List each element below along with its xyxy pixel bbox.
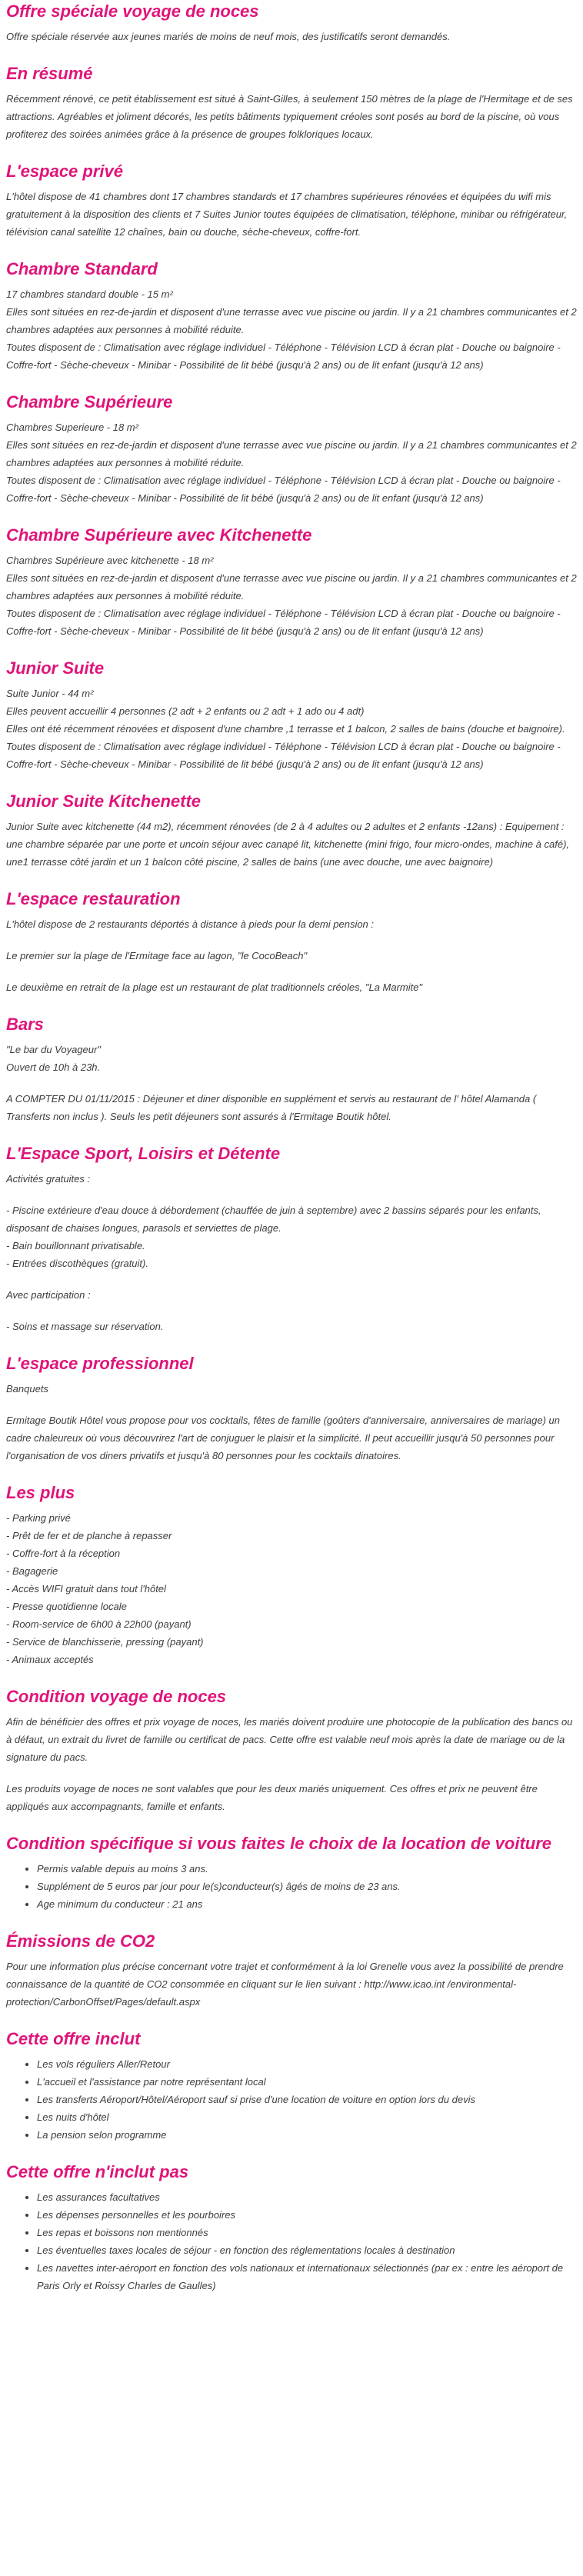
text-line: Récemment rénové, ce petit établissement est situé à Saint-Gilles, à seulement 150 mètres de la plage de l'Hermitage et de ses attractions. Agréables et joliment décorés, les petits bâtiments typiquement créoles sont posés au bord de la piscine, où vous profiterez des soirées animées grâce à la présence de groupes folkloriques locaux. [6, 93, 573, 140]
text-line: Toutes disposent de : Climatisation avec réglage individuel - Téléphone - Télévision LCD à écran plat - Douche ou baignoire - Coffre-fort - Sèche-cheveux - Minibar - Possibilité de lit bébé (jusqu'à 2 ans) ou de lit enfant (jusqu'à 12 ans) [6, 741, 561, 770]
section-professional [6, 1352, 577, 1465]
list-item: - Soins et massage sur réservation. [6, 1321, 164, 1332]
text-line: A COMPTER DU 01/11/2015 : Déjeuner et diner disponible en supplément et servis au restaurant de l' hôtel Alamanda ( Transferts non inclus ). Seuls les petit déjeuners sont assurés à l'Ermitage Boutik hôtel. [6, 1093, 537, 1122]
section-title: L'espace privé [6, 162, 123, 181]
section-title: Chambre Supérieure [6, 392, 173, 412]
spacer [6, 933, 577, 947]
section-co2 [6, 1930, 577, 2011]
section-title: Cette offre inclut [6, 2029, 141, 2048]
text-line: Chambres Supérieure avec kitchenette - 18 m² [6, 555, 214, 566]
section-junior-suite-kitchenette [6, 790, 577, 871]
text-line: Elles peuvent accueillir 4 personnes (2 adt + 2 enfants ou 2 adt + 1 ado ou 4 adt) [6, 705, 365, 717]
text-line: Activités gratuites : [6, 1173, 91, 1185]
section-title: Les plus [6, 1483, 75, 1502]
section-included [6, 2028, 577, 2144]
section-title: L'espace professionnel [6, 1354, 194, 1373]
list-item: - Piscine extérieure d'eau douce à débordement (chauffée de juin à septembre) avec 2 bassins séparés pour les enfants, disposant de chaises longues, parasols et serviettes de plage. [6, 1205, 541, 1234]
list-item: • Age minimum du conducteur : 21 ans [37, 1895, 577, 1913]
section-extras [6, 1481, 577, 1668]
section-superior-room [6, 391, 577, 507]
text-line: Offre spéciale réservée aux jeunes mariés de moins de neuf mois, des justificatifs seront demandés. [6, 31, 451, 42]
list-item: • Les dépenses personnelles et les pourboires [37, 2206, 577, 2224]
text-line: Banquets [6, 1383, 48, 1395]
list-item: - Bagagerie [6, 1565, 58, 1577]
text-line: Ermitage Boutik Hôtel vous propose pour vos cocktails, fêtes de famille (goûters d'anniversaire, anniversaires de mariage) un cadre chaleureux où vous découvrirez l'art de conjuguer le plaisir et la simplicité. Il peut accueillir jusqu'à 50 personnes pour l'organisation de vos diners privatifs et jusqu'à 80 personnes pour les cocktails dinatoires. [6, 1415, 561, 1461]
text-line: L'hôtel dispose de 2 restaurants déportés à distance à pieds pour la demi pension : [6, 918, 375, 930]
spacer [6, 1304, 577, 1318]
section-restaurants [6, 888, 577, 996]
text-line: Suite Junior - 44 m² [6, 688, 94, 699]
section-title: Chambre Standard [6, 259, 158, 278]
text-line: Toutes disposent de : Climatisation avec réglage individuel - Téléphone - Télévision LCD à écran plat - Douche ou baignoire - Coffre-fort - Sèche-cheveux - Minibar - Possibilité de lit bébé (jusqu'à 2 ans) ou de lit enfant (jusqu'à 12 ans) [6, 342, 561, 371]
section-title: L'espace restauration [6, 889, 181, 908]
text-line: Elles sont situées en rez-de-jardin et disposent d'une terrasse avec vue piscine ou jardin. Il y a 21 chambres communicantes et 2 chambres adaptées aux personnes à mobilité réduite. [6, 439, 577, 468]
section-title: Offre spéciale voyage de noces [6, 2, 259, 21]
bullet-list [6, 2055, 577, 2144]
list-item: • Supplément de 5 euros par jour pour le(s)conducteur(s) âgés de moins de 23 ans. [37, 1878, 577, 1895]
section-honeymoon-offer [6, 0, 577, 45]
section-private-space [6, 160, 577, 241]
text-line: Ouvert de 10h à 23h. [6, 1061, 101, 1073]
spacer [6, 1766, 577, 1780]
list-item: - Coffre-fort à la réception [6, 1548, 121, 1559]
text-line: Afin de bénéficier des offres et prix voyage de noces, les mariés doivent produire une photocopie de la publication des bancs ou à défaut, un extrait du livret de famille ou certificat de pacs. Cette offre est valable neuf mois après la date de mariage ou de la signature du pacs. [6, 1716, 573, 1763]
text-line: Toutes disposent de : Climatisation avec réglage individuel - Téléphone - Télévision LCD à écran plat - Douche ou baignoire - Coffre-fort - Sèche-cheveux - Minibar - Possibilité de lit bébé (jusqu'à 2 ans) ou de lit enfant (jusqu'à 12 ans) [6, 475, 561, 504]
text-line: Elles ont été récemment rénovées et disposent d'une chambre ,1 terrasse et 1 balcon, 2 salles de bains (douche et baignoire). [6, 723, 565, 735]
list-item: - Animaux acceptés [6, 1654, 94, 1665]
section-title: Chambre Supérieure avec Kitchenette [6, 525, 312, 545]
section-title: En résumé [6, 64, 93, 83]
text-line: Pour une information plus précise concernant votre trajet et conformément à la loi Grenelle vous avez la possibilité de prendre connaissance de la quantité de CO2 consommée en cliquant sur le lien suivant : http://www.icao.int /environmental-protection/CarbonOffset/Pages/default.aspx [6, 1961, 564, 2008]
list-item: • L'accueil et l'assistance par notre représentant local [37, 2073, 577, 2091]
section-title: Émissions de CO2 [6, 1931, 155, 1951]
text-line: Avec participation : [6, 1289, 91, 1301]
spacer [6, 1188, 577, 1201]
text-line: L'hôtel dispose de 41 chambres dont 17 chambres standards et 17 chambres supérieures rénovées et équipées du wifi mis gratuitement à la disposition des clients et 7 Suites Junior toutes équipées de climatisation, téléphone, minibar ou réfrigérateur, télévision canal satellite 12 chaînes, bain ou douche, sèche-cheveux, coffre-fort. [6, 191, 568, 238]
text-line: Chambres Superieure - 18 m² [6, 422, 138, 433]
section-title: Condition spécifique si vous faites le choix de la location de voiture [6, 1834, 552, 1853]
text-line: "Le bar du Voyageur" [6, 1044, 101, 1055]
list-item: - Accès WIFI gratuit dans tout l'hôtel [6, 1583, 166, 1595]
spacer [6, 1076, 577, 1090]
list-item: • Les transferts Aéroport/Hôtel/Aéroport sauf si prise d'une location de voiture en option lors du devis [37, 2091, 577, 2108]
text-line: Les produits voyage de noces ne sont valables que pour les deux mariés uniquement. Ces offres et prix ne peuvent être appliqués aux accompagnants, famille et enfants. [6, 1783, 538, 1812]
section-superior-kitchenette [6, 524, 577, 640]
section-title: Cette offre n'inclut pas [6, 2162, 189, 2181]
list-item: • Les éventuelles taxes locales de séjour - en fonction des réglementations locales à destination [37, 2241, 577, 2259]
list-item: - Prêt de fer et de planche à repasser [6, 1530, 172, 1541]
section-sport-leisure [6, 1142, 577, 1335]
list-item: • Les nuits d'hôtel [37, 2108, 577, 2126]
bullet-list [6, 1860, 577, 1913]
list-item: - Presse quotidienne locale [6, 1601, 127, 1612]
section-car-rental-conditions [6, 1832, 577, 1913]
section-title: Bars [6, 1015, 44, 1034]
spacer [6, 1272, 577, 1286]
spacer [6, 965, 577, 978]
section-bars [6, 1013, 577, 1125]
section-title: Condition voyage de noces [6, 1687, 227, 1706]
list-item: • La pension selon programme [37, 2126, 577, 2144]
list-item: - Entrées discothèques (gratuit). [6, 1258, 148, 1269]
list-item: • Les vols réguliers Aller/Retour [37, 2055, 577, 2073]
section-not-included [6, 2161, 577, 2294]
list-item: - Bain bouillonnant privatisable. [6, 1240, 145, 1251]
list-item: • Permis valable depuis au moins 3 ans. [37, 1860, 577, 1878]
text-line: Le premier sur la plage de l'Ermitage face au lagon, "le CocoBeach" [6, 950, 308, 961]
text-line: Elles sont situées en rez-de-jardin et disposent d'une terrasse avec vue piscine ou jardin. Il y a 21 chambres communicantes et 2 chambres adaptées aux personnes à mobilité réduite. [6, 306, 577, 335]
text-line: Le deuxième en retrait de la plage est un restaurant de plat traditionnels créoles, "La Marmite" [6, 981, 423, 993]
section-junior-suite [6, 657, 577, 773]
bullet-list [6, 2188, 577, 2294]
section-honeymoon-conditions [6, 1685, 577, 1815]
section-title: Junior Suite [6, 658, 105, 678]
list-item: - Room-service de 6h00 à 22h00 (payant) [6, 1618, 192, 1630]
list-item: - Parking privé [6, 1512, 71, 1524]
list-item: • Les assurances facultatives [37, 2188, 577, 2206]
text-line: Elles sont situées en rez-de-jardin et disposent d'une terrasse avec vue piscine ou jardin. Il y a 21 chambres communicantes et 2 chambres adaptées aux personnes à mobilité réduite. [6, 572, 577, 602]
spacer [6, 1398, 577, 1411]
text-line: Junior Suite avec kitchenette (44 m2), récemment rénovées (de 2 à 4 adultes ou 2 adultes et 2 enfants -12ans) : Equipement : une chambre séparée par une porte et uncoin séjour avec canapé lit, kitchenette (mini frigo, four micro-ondes, machine à café), une1 terrasse côté jardin et un 1 balcon côté piscine, 2 salles de bains (une avec douche, une avec baignoire) [6, 821, 570, 868]
list-item: • Les navettes inter-aéroport en fonction des vols nationaux et internationaux sélectionnés (par ex : entre les aéroport de Paris Orly et Roissy Charles de Gaulles) [37, 2259, 577, 2294]
section-title: L'Espace Sport, Loisirs et Détente [6, 1144, 281, 1163]
list-item: • Les repas et boissons non mentionnés [37, 2224, 577, 2241]
section-summary [6, 62, 577, 143]
section-standard-room [6, 258, 577, 374]
text-line: 17 chambres standard double - 15 m² [6, 288, 173, 300]
text-line: Toutes disposent de : Climatisation avec réglage individuel - Téléphone - Télévision LCD à écran plat - Douche ou baignoire - Coffre-fort - Sèche-cheveux - Minibar - Possibilité de lit bébé (jusqu'à 2 ans) ou de lit enfant (jusqu'à 12 ans) [6, 608, 561, 637]
list-item: - Service de blanchisserie, pressing (payant) [6, 1636, 204, 1648]
section-title: Junior Suite Kitchenette [6, 791, 202, 811]
